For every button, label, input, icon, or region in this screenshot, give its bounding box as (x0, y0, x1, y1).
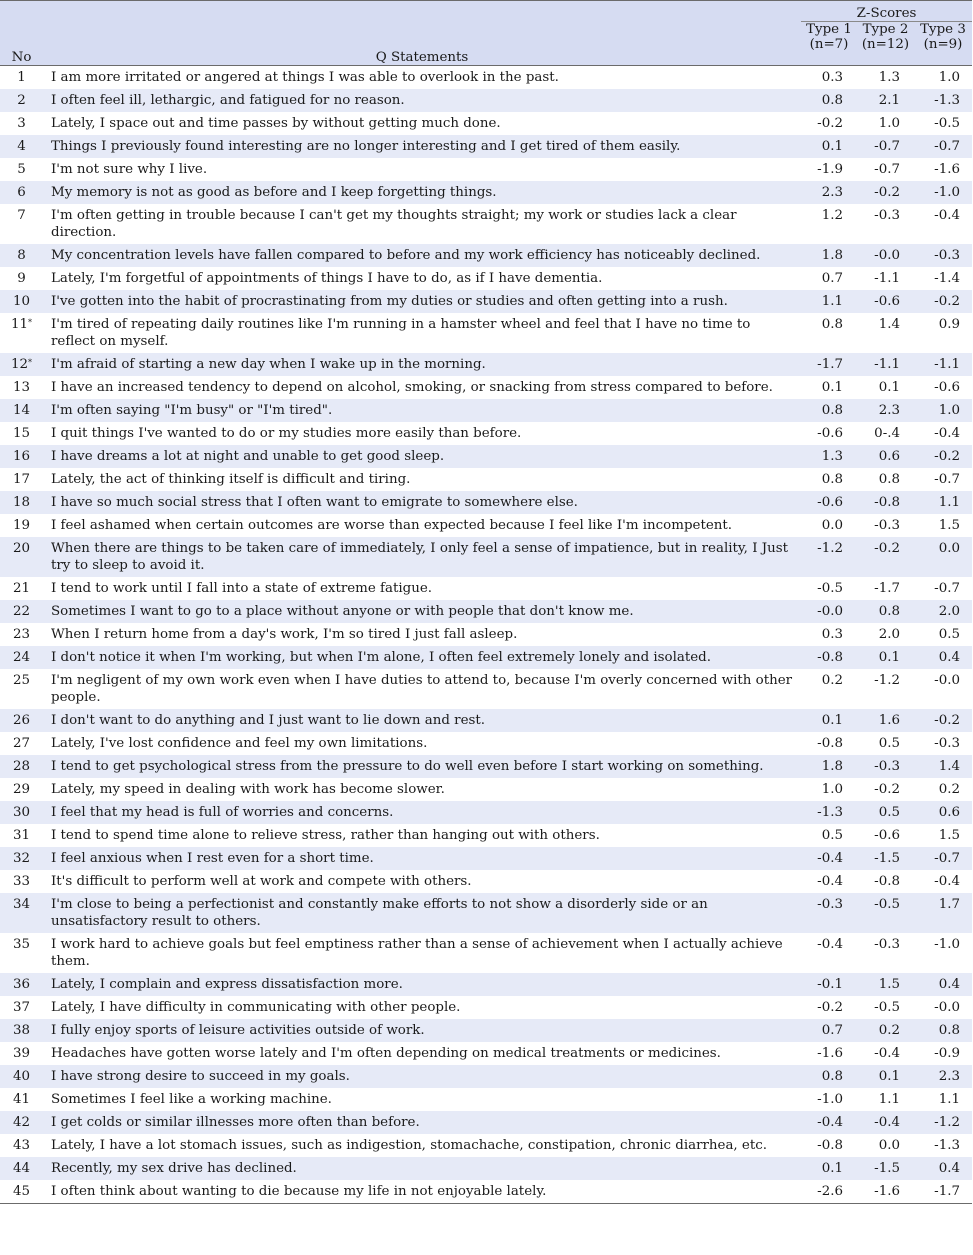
row-type-3-score: -0.7 (934, 581, 960, 596)
row-type-1-score: -1.3 (801, 801, 857, 824)
table-row (0, 181, 972, 204)
row-type-1-score: 1.3 (801, 445, 857, 468)
row-type-1-score: 1.8 (801, 244, 857, 267)
table-row (0, 893, 972, 933)
row-type-2-score: -0.4 (874, 1046, 900, 1061)
row-type-2-score: -0.2 (857, 181, 914, 204)
table-row (0, 267, 972, 290)
table-row (0, 709, 972, 732)
row-type-2-score: 0.8 (857, 600, 914, 623)
row-number: 15 (12, 426, 31, 441)
row-type-2-score: -0.3 (874, 208, 900, 223)
table-row (0, 870, 972, 893)
row-statement: I often think about wanting to die because my life in not enjoyable lately. (43, 1180, 801, 1204)
row-type-2-score: 0.1 (857, 646, 914, 669)
row-number: 39 (12, 1046, 31, 1061)
row-number: 35 (12, 937, 31, 952)
table-row (0, 732, 972, 755)
row-type-3-score: 0.2 (938, 782, 960, 797)
row-type-2-score: -0.8 (857, 491, 914, 514)
row-statement: I'm often getting in trouble because I can't get my thoughts straight; my work or studies lack a clear direction. (51, 208, 737, 240)
row-type-1-score: 0.8 (821, 472, 843, 487)
row-statement: I feel anxious when I rest even for a short time. (43, 847, 801, 870)
table-row (0, 933, 972, 973)
table-row (0, 1019, 972, 1042)
table-row (0, 1134, 972, 1157)
row-type-1-score: 0.5 (821, 828, 843, 843)
row-type-2-score: 0.6 (857, 445, 914, 468)
row-type-3-score: 1.0 (914, 399, 972, 422)
table-row (0, 600, 972, 623)
row-type-2-score: 0-.4 (874, 426, 900, 441)
row-type-2-score: -0.2 (874, 782, 900, 797)
row-type-3-score: -1.4 (934, 271, 960, 286)
row-number: 6 (0, 181, 43, 204)
row-type-3-score: -1.7 (914, 1180, 972, 1204)
row-statement: Lately, I'm forgetful of appointments of things I have to do, as if I have dementia. (51, 271, 603, 286)
row-type-1-score: 0.1 (821, 380, 843, 395)
row-type-2-score: 1.3 (878, 70, 900, 85)
row-statement: When there are things to be taken care of immediately, I only feel a sense of impatience, but in reality, I Just try to sleep to avoid it. (43, 537, 801, 577)
row-statement: I have strong desire to succeed in my goals. (43, 1065, 801, 1088)
row-type-1-score: -0.0 (801, 600, 857, 623)
table-row (0, 135, 972, 158)
row-type-2-score: 0.2 (857, 1019, 914, 1042)
table-row (0, 1042, 972, 1065)
row-statement: Lately, I have difficulty in communicating with other people. (51, 1000, 461, 1015)
row-number: 36 (0, 973, 43, 996)
row-type-3-score: 1.1 (914, 491, 972, 514)
row-type-3-score: 1.5 (938, 518, 960, 533)
row-type-2-score: -0.3 (874, 518, 900, 533)
row-statement: Lately, my speed in dealing with work has become slower. (51, 782, 445, 797)
row-statement: When I return home from a day's work, I'm so tired I just fall asleep. (51, 627, 518, 642)
row-number: 13 (12, 380, 31, 395)
row-statement: I've gotten into the habit of procrastinating from my duties or studies and often getting into a rush. (43, 290, 801, 313)
row-type-1-score: 0.7 (821, 271, 843, 286)
row-type-3-score: -1.2 (914, 1111, 972, 1134)
row-statement: I quit things I've wanted to do or my studies more easily than before. (51, 426, 522, 441)
row-type-1-score: -0.6 (801, 491, 857, 514)
row-statement: I don't notice it when I'm working, but when I'm alone, I often feel extremely lonely and isolated. (43, 646, 801, 669)
row-type-3-score: 0.0 (914, 537, 972, 577)
footnote-marker: * (28, 318, 33, 327)
row-type-1-score: -0.4 (801, 1111, 857, 1134)
row-type-3-score: 2.3 (914, 1065, 972, 1088)
row-number: 12* (0, 353, 43, 376)
row-number: 34 (0, 893, 43, 933)
row-type-2-score: 2.0 (878, 627, 900, 642)
header-q-statements: Q Statements (43, 1, 801, 66)
row-statement: Lately, the act of thinking itself is difficult and tiring. (51, 472, 411, 487)
row-number: 23 (12, 627, 31, 642)
row-type-2-score: 1.4 (878, 317, 900, 332)
row-statement: My memory is not as good as before and I keep forgetting things. (43, 181, 801, 204)
row-type-2-score: -1.6 (857, 1180, 914, 1204)
table-row (0, 66, 972, 90)
row-statement: I tend to work until I fall into a state of extreme fatigue. (51, 581, 433, 596)
row-type-2-score: 0.5 (878, 736, 900, 751)
table-row (0, 491, 972, 514)
row-type-3-score: 2.0 (914, 600, 972, 623)
row-type-2-score: -0.0 (857, 244, 914, 267)
row-type-3-score: -0.2 (914, 290, 972, 313)
row-statement: I feel ashamed when certain outcomes are worse than expected because I feel like I'm incompetent. (51, 518, 733, 533)
table-row (0, 623, 972, 646)
row-number: 9 (17, 271, 26, 286)
row-type-3-score: 0.9 (938, 317, 960, 332)
row-number: 20 (0, 537, 43, 577)
row-number: 22 (0, 600, 43, 623)
row-statement: I am more irritated or angered at things I was able to overlook in the past. (51, 70, 559, 85)
row-statement: Things I previously found interesting are no longer interesting and I get tired of them easily. (43, 135, 801, 158)
row-number: 24 (0, 646, 43, 669)
row-type-3-score: 0.4 (914, 1157, 972, 1180)
table-row (0, 204, 972, 244)
header-z-scores: Z-Scores (801, 1, 972, 22)
row-number: 10 (0, 290, 43, 313)
table-row (0, 353, 972, 376)
row-type-2-score: -0.7 (874, 162, 900, 177)
row-type-3-score: 0.4 (914, 646, 972, 669)
table-row (0, 847, 972, 870)
row-statement: I'm close to being a perfectionist and constantly make efforts to not show a disorderly side or an unsatisfactory result to others. (43, 893, 801, 933)
table-row (0, 973, 972, 996)
footnote-marker: * (28, 358, 33, 367)
row-number: 28 (0, 755, 43, 778)
table-row (0, 577, 972, 600)
table-row (0, 399, 972, 422)
row-type-1-score: -0.8 (801, 646, 857, 669)
row-statement: Sometimes I feel like a working machine. (51, 1092, 332, 1107)
row-type-2-score: -0.3 (874, 937, 900, 952)
row-type-2-score: -1.7 (874, 581, 900, 596)
row-number: 16 (0, 445, 43, 468)
table-row (0, 996, 972, 1019)
row-statement: I tend to spend time alone to relieve stress, rather than hanging out with others. (51, 828, 600, 843)
row-statement: I'm often saying "I'm busy" or "I'm tired". (43, 399, 801, 422)
row-type-1-score: -0.6 (817, 426, 843, 441)
row-type-2-score: 1.6 (857, 709, 914, 732)
table-row (0, 445, 972, 468)
row-type-3-score: -0.3 (934, 736, 960, 751)
row-statement: I have dreams a lot at night and unable to get good sleep. (43, 445, 801, 468)
row-type-2-score: 0.5 (857, 801, 914, 824)
table-row (0, 158, 972, 181)
header-type-3 (914, 22, 972, 66)
row-statement: I'm negligent of my own work even when I have duties to attend to, because I'm overly concerned with other people. (51, 673, 793, 705)
row-type-1-score: -1.7 (801, 353, 857, 376)
row-type-3-score: -0.7 (914, 135, 972, 158)
row-statement: I'm tired of repeating daily routines like I'm running in a hamster wheel and feel that I have no time to reflect on myself. (51, 317, 751, 349)
table-row (0, 1065, 972, 1088)
row-type-2-score: 2.1 (857, 89, 914, 112)
row-type-2-score: -0.6 (857, 290, 914, 313)
row-number: 4 (0, 135, 43, 158)
row-number: 8 (0, 244, 43, 267)
table-row (0, 537, 972, 577)
table-row (0, 755, 972, 778)
row-type-3-score: -0.0 (934, 673, 960, 688)
row-type-3-score: -1.1 (914, 353, 972, 376)
row-type-2-score: -0.5 (857, 893, 914, 933)
row-type-1-score: -0.1 (801, 973, 857, 996)
row-number: 17 (12, 472, 31, 487)
table-row (0, 1180, 972, 1204)
table-row (0, 1111, 972, 1134)
row-statement: I feel that my head is full of worries and concerns. (43, 801, 801, 824)
row-number: 1 (17, 70, 26, 85)
row-number: 40 (0, 1065, 43, 1088)
row-number: 7 (17, 208, 26, 223)
row-type-3-score: 0.8 (914, 1019, 972, 1042)
row-number: 29 (12, 782, 31, 797)
row-type-3-score: 1.7 (914, 893, 972, 933)
row-type-3-score: -1.6 (934, 162, 960, 177)
row-type-3-score: 0.6 (914, 801, 972, 824)
row-type-1-score: 0.8 (821, 317, 843, 332)
header-type-2 (857, 22, 914, 66)
row-type-2-score: -0.7 (857, 135, 914, 158)
type-label: Type 2 (862, 22, 909, 37)
row-statement: I get colds or similar illnesses more often than before. (43, 1111, 801, 1134)
row-type-3-score: -0.4 (934, 208, 960, 223)
row-statement: I'm afraid of starting a new day when I wake up in the morning. (43, 353, 801, 376)
row-type-3-score: -0.7 (934, 472, 960, 487)
row-type-1-score: -0.2 (817, 116, 843, 131)
row-type-2-score: 0.1 (857, 1065, 914, 1088)
row-type-1-score: -0.4 (817, 937, 843, 952)
table-row (0, 244, 972, 267)
row-number: 25 (12, 673, 31, 688)
row-type-2-score: -1.1 (857, 353, 914, 376)
row-statement: I often feel ill, lethargic, and fatigued for no reason. (43, 89, 801, 112)
row-statement: Sometimes I want to go to a place without anyone or with people that don't know me. (43, 600, 801, 623)
row-type-2-score: -1.5 (857, 847, 914, 870)
row-type-2-score: 0.1 (878, 380, 900, 395)
row-type-1-score: 0.2 (821, 673, 843, 688)
row-statement: I don't want to do anything and I just want to lie down and rest. (43, 709, 801, 732)
type-n: (n=7) (809, 37, 849, 52)
type-n: (n=9) (923, 37, 963, 52)
row-type-1-score: 1.1 (801, 290, 857, 313)
row-number: 30 (0, 801, 43, 824)
row-type-3-score: 1.1 (938, 1092, 960, 1107)
row-number: 33 (12, 874, 31, 889)
row-type-1-score: 0.3 (821, 70, 843, 85)
table-row (0, 514, 972, 537)
row-number: 14 (0, 399, 43, 422)
row-statement: I'm not sure why I live. (51, 162, 208, 177)
row-number: 44 (0, 1157, 43, 1180)
row-number: 45 (0, 1180, 43, 1204)
row-type-1-score: -0.4 (801, 847, 857, 870)
table-row (0, 290, 972, 313)
header-type-1 (801, 22, 857, 66)
row-type-2-score: -0.8 (874, 874, 900, 889)
row-number: 43 (12, 1138, 31, 1153)
row-type-1-score: -0.4 (817, 874, 843, 889)
table-row (0, 313, 972, 353)
row-type-3-score: -1.0 (914, 181, 972, 204)
table-row (0, 112, 972, 135)
row-type-3-score: -1.0 (934, 937, 960, 952)
row-type-3-score: 0.5 (938, 627, 960, 642)
row-type-1-score: 0.1 (801, 1157, 857, 1180)
row-statement: My concentration levels have fallen compared to before and my work efficiency has noticeably declined. (43, 244, 801, 267)
row-type-1-score: 0.3 (821, 627, 843, 642)
row-type-3-score: -0.4 (934, 426, 960, 441)
row-type-1-score: -0.3 (801, 893, 857, 933)
row-statement: I fully enjoy sports of leisure activities outside of work. (43, 1019, 801, 1042)
row-type-3-score: -0.6 (934, 380, 960, 395)
table-row (0, 778, 972, 801)
table-row (0, 376, 972, 399)
row-statement: I tend to get psychological stress from the pressure to do well even before I start working on something. (43, 755, 801, 778)
type-label: Type 1 (806, 22, 852, 37)
table-row (0, 669, 972, 709)
row-type-1-score: -0.8 (817, 736, 843, 751)
row-type-1-score: 0.1 (801, 709, 857, 732)
row-type-2-score: -0.2 (857, 537, 914, 577)
table-row (0, 801, 972, 824)
row-number: 42 (0, 1111, 43, 1134)
row-type-1-score: 2.3 (801, 181, 857, 204)
row-type-3-score: -0.0 (934, 1000, 960, 1015)
row-type-1-score: 0.7 (801, 1019, 857, 1042)
row-number: 37 (12, 1000, 31, 1015)
row-number: 38 (0, 1019, 43, 1042)
row-number: 3 (17, 116, 26, 131)
table-row (0, 422, 972, 445)
row-type-1-score: -1.9 (817, 162, 843, 177)
table-body (0, 66, 972, 1204)
row-type-3-score: -1.3 (934, 1138, 960, 1153)
row-type-1-score: 0.1 (801, 135, 857, 158)
type-label: Type 3 (920, 22, 966, 37)
row-number: 41 (12, 1092, 31, 1107)
row-statement: Headaches have gotten worse lately and I'm often depending on medical treatments or medicines. (51, 1046, 721, 1061)
row-type-1-score: 0.0 (821, 518, 843, 533)
row-type-1-score: -2.6 (801, 1180, 857, 1204)
row-number: 19 (12, 518, 31, 533)
row-statement: I work hard to achieve goals but feel emptiness rather than a sense of achievement when I actually achieve them. (51, 937, 783, 969)
table-row (0, 1157, 972, 1180)
row-type-1-score: -0.5 (817, 581, 843, 596)
row-type-2-score: -1.1 (874, 271, 900, 286)
row-statement: Lately, I have a lot stomach issues, such as indigestion, stomachache, constipation, chronic diarrhea, etc. (51, 1138, 767, 1153)
row-type-1-score: 0.8 (801, 89, 857, 112)
row-statement: I have so much social stress that I often want to emigrate to somewhere else. (43, 491, 801, 514)
row-type-2-score: 0.8 (878, 472, 900, 487)
row-statement: Lately, I space out and time passes by without getting much done. (51, 116, 501, 131)
row-type-3-score: -0.2 (914, 709, 972, 732)
row-number: 26 (0, 709, 43, 732)
row-type-3-score: -0.2 (914, 445, 972, 468)
row-type-1-score: 1.0 (821, 782, 843, 797)
row-type-3-score: 0.4 (914, 973, 972, 996)
row-type-2-score: 1.1 (878, 1092, 900, 1107)
row-type-3-score: -1.3 (914, 89, 972, 112)
row-type-1-score: -1.0 (817, 1092, 843, 1107)
table-row (0, 646, 972, 669)
row-type-2-score: -0.5 (874, 1000, 900, 1015)
row-type-2-score: 0.0 (878, 1138, 900, 1153)
row-number: 27 (12, 736, 31, 751)
row-type-3-score: -0.7 (914, 847, 972, 870)
row-type-2-score: 2.3 (857, 399, 914, 422)
row-number: 2 (0, 89, 43, 112)
row-type-1-score: 1.8 (801, 755, 857, 778)
row-type-2-score: -0.6 (874, 828, 900, 843)
type-n: (n=12) (861, 37, 910, 52)
row-type-2-score: 1.0 (878, 116, 900, 131)
row-type-1-score: 0.8 (801, 1065, 857, 1088)
row-type-1-score: -0.2 (817, 1000, 843, 1015)
row-type-1-score: 1.2 (821, 208, 843, 223)
table-row (0, 468, 972, 491)
row-number: 5 (17, 162, 26, 177)
table-row (0, 824, 972, 847)
row-type-3-score: -0.5 (934, 116, 960, 131)
row-type-1-score: -1.2 (801, 537, 857, 577)
row-type-3-score: 1.5 (938, 828, 960, 843)
row-number: 31 (12, 828, 31, 843)
row-statement: Lately, I complain and express dissatisfaction more. (43, 973, 801, 996)
row-type-2-score: 1.5 (857, 973, 914, 996)
row-type-2-score: -0.3 (857, 755, 914, 778)
row-statement: It's difficult to perform well at work and compete with others. (51, 874, 472, 889)
row-type-1-score: 0.8 (801, 399, 857, 422)
header-no: No (0, 1, 43, 66)
row-type-3-score: 1.4 (914, 755, 972, 778)
row-type-2-score: -1.2 (874, 673, 900, 688)
row-number: 32 (0, 847, 43, 870)
row-type-3-score: -0.9 (934, 1046, 960, 1061)
row-type-3-score: -0.4 (934, 874, 960, 889)
table-row (0, 1088, 972, 1111)
row-type-1-score: -1.6 (817, 1046, 843, 1061)
table-row (0, 89, 972, 112)
row-type-3-score: -0.3 (914, 244, 972, 267)
row-type-1-score: -0.8 (817, 1138, 843, 1153)
row-number: 21 (12, 581, 31, 596)
row-statement: I have an increased tendency to depend on alcohol, smoking, or snacking from stress compared to before. (51, 380, 773, 395)
row-number: 18 (0, 491, 43, 514)
row-number: 11* (10, 317, 33, 332)
row-type-3-score: 1.0 (938, 70, 960, 85)
row-type-2-score: -1.5 (857, 1157, 914, 1180)
row-statement: Lately, I've lost confidence and feel my own limitations. (51, 736, 428, 751)
row-statement: Recently, my sex drive has declined. (43, 1157, 801, 1180)
row-type-2-score: -0.4 (857, 1111, 914, 1134)
